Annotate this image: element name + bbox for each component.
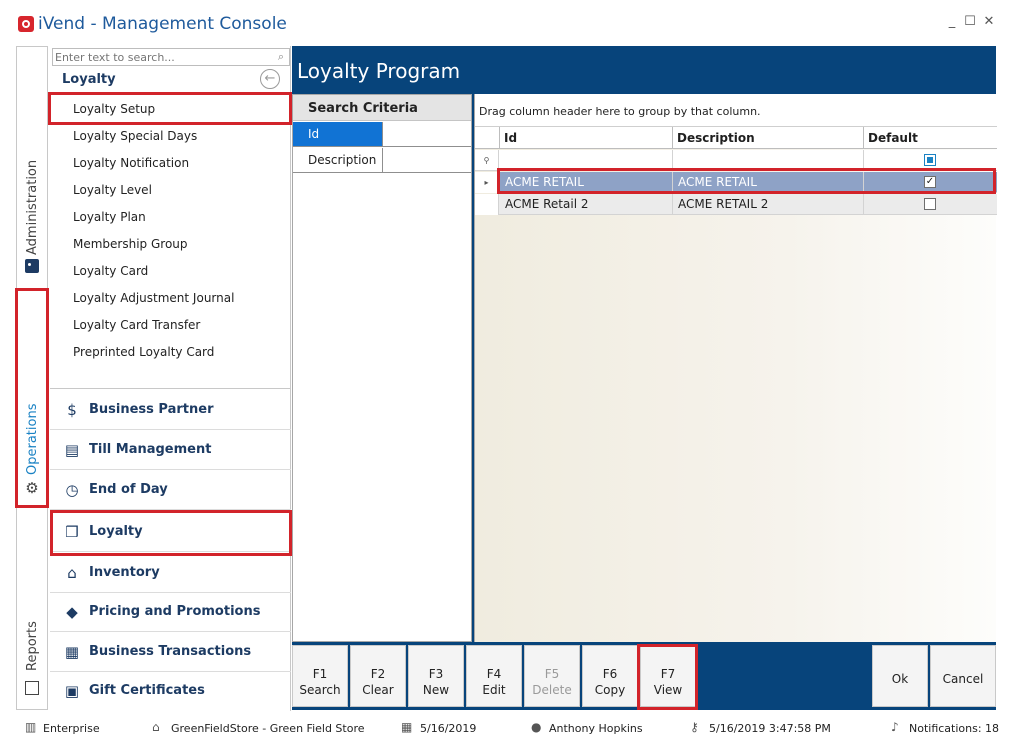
status-notifications[interactable]: Notifications: 18: [909, 722, 1000, 735]
module-pricing-and-promotions[interactable]: [50, 592, 291, 632]
nav-item-loyalty-setup[interactable]: Loyalty Setup: [73, 102, 156, 116]
criteria-label-description: Description: [293, 148, 383, 172]
criteria-row-id: [293, 122, 471, 147]
fkey-action: Copy: [594, 683, 626, 697]
tab-operations[interactable]: [17, 291, 47, 507]
default-checkbox[interactable]: ✓: [925, 176, 935, 187]
building-icon: ▥: [25, 720, 37, 734]
nav-divider: [50, 388, 291, 389]
criteria-label-id: Id: [293, 122, 383, 146]
nav-item-loyalty-special-days[interactable]: Loyalty Special Days: [73, 129, 198, 143]
module-end-of-day[interactable]: [50, 470, 291, 510]
results-grid: [474, 94, 996, 642]
back-arrow-icon[interactable]: ←: [260, 69, 280, 89]
status-login-time: 5/16/2019 3:47:58 PM: [709, 722, 831, 735]
tab-administration[interactable]: [17, 137, 47, 287]
nav-search-box: [52, 48, 290, 66]
group-by-hint: Drag column header here to group by that column.: [479, 105, 761, 118]
page-title: Loyalty Program: [297, 59, 461, 83]
maximize-icon[interactable]: ☐: [964, 14, 976, 29]
user-icon: ●: [531, 720, 542, 734]
module-loyalty[interactable]: [50, 512, 291, 552]
module-label: Gift Certificates: [89, 683, 205, 698]
fkey-action: Delete: [532, 683, 572, 697]
column-header-id[interactable]: Id: [500, 127, 673, 149]
tab-administration-label: Administration: [25, 159, 40, 255]
fkey-label: F5: [544, 667, 560, 681]
fkey-label: F4: [486, 667, 502, 681]
nav-item-membership-group[interactable]: Membership Group: [73, 237, 188, 251]
bell-icon[interactable]: ♪: [891, 720, 899, 734]
vertical-tab-bar: [16, 46, 48, 710]
title-bar: [0, 0, 1012, 46]
status-enterprise: Enterprise: [43, 722, 100, 735]
search-criteria-title: Search Criteria: [308, 101, 418, 116]
search-criteria-header: [293, 95, 471, 121]
gift-icon: ❒: [65, 523, 79, 541]
module-inventory[interactable]: [50, 553, 291, 593]
clock-icon: ◷: [65, 481, 79, 499]
filter-default-checkbox[interactable]: [924, 154, 936, 166]
module-gift-certificates[interactable]: [50, 671, 291, 711]
module-business-partner[interactable]: [50, 390, 291, 430]
price-tag-icon: ◆: [66, 603, 78, 621]
table-row[interactable]: [475, 172, 997, 193]
grid-header: [475, 127, 997, 149]
fkey-label: F2: [370, 667, 386, 681]
minimize-icon[interactable]: _: [948, 14, 956, 29]
cell-description[interactable]: ACME RETAIL: [673, 172, 864, 193]
id-card-icon: [25, 259, 39, 273]
default-checkbox[interactable]: [924, 198, 936, 210]
module-label: Loyalty: [89, 524, 143, 539]
f2-clear-button[interactable]: [350, 645, 406, 707]
gear-icon: ⚙: [25, 479, 39, 497]
tab-reports-label: Reports: [25, 621, 40, 671]
status-store: GreenFieldStore - Green Field Store: [171, 722, 365, 735]
f1-search-button[interactable]: [292, 645, 348, 707]
fkey-action: Edit: [482, 683, 506, 697]
table-row[interactable]: [475, 194, 997, 215]
gift-card-icon: ▣: [64, 682, 80, 700]
nav-search-input[interactable]: [53, 49, 271, 65]
nav-item-loyalty-card[interactable]: Loyalty Card: [73, 264, 149, 278]
f4-edit-button[interactable]: [466, 645, 522, 707]
f5-delete-button[interactable]: [524, 645, 580, 707]
cell-id[interactable]: ACME RETAIL: [500, 172, 673, 193]
module-business-transactions[interactable]: [50, 632, 291, 672]
cell-description[interactable]: ACME RETAIL 2: [673, 194, 864, 215]
fkey-action: View: [653, 683, 683, 697]
till-icon: ▤: [64, 441, 80, 459]
ok-button[interactable]: Ok: [872, 645, 928, 707]
module-label: End of Day: [89, 482, 168, 497]
nav-item-loyalty-level[interactable]: Loyalty Level: [73, 183, 152, 197]
business-partner-icon: $: [67, 401, 77, 419]
fkey-action: Search: [299, 683, 341, 697]
module-till-management[interactable]: [50, 430, 291, 470]
criteria-row-description: [293, 148, 471, 173]
grid-filter-row[interactable]: [475, 150, 997, 171]
fkey-label: F7: [660, 667, 676, 681]
function-key-toolbar: [292, 642, 996, 710]
f6-copy-button[interactable]: [582, 645, 638, 707]
column-header-description[interactable]: Description: [673, 127, 864, 149]
module-label: Till Management: [89, 442, 212, 457]
nav-item-loyalty-adjustment-journal[interactable]: Loyalty Adjustment Journal: [73, 291, 235, 305]
nav-item-loyalty-card-transfer[interactable]: Loyalty Card Transfer: [73, 318, 201, 332]
fkey-action: New: [422, 683, 450, 697]
status-bar: [0, 712, 1012, 756]
row-focus-indicator-icon: ▸: [475, 172, 499, 193]
cell-id[interactable]: ACME Retail 2: [500, 194, 673, 215]
search-icon[interactable]: ⌕: [277, 50, 285, 63]
status-date: 5/16/2019: [420, 722, 477, 735]
row-indicator-header: [475, 127, 500, 149]
tab-operations-label: Operations: [25, 403, 40, 475]
close-icon[interactable]: ✕: [983, 14, 995, 29]
search-criteria-panel: [292, 94, 472, 642]
module-label: Inventory: [89, 565, 160, 580]
criteria-description-input[interactable]: [384, 149, 470, 171]
filter-cell-description[interactable]: [673, 150, 864, 171]
fkey-label: F3: [428, 667, 444, 681]
module-label: Business Partner: [89, 402, 214, 417]
navigation-panel: [50, 46, 291, 711]
column-header-default[interactable]: Default: [868, 131, 918, 145]
calendar-icon: ▦: [401, 720, 413, 734]
fkey-action: Clear: [362, 683, 394, 697]
tab-reports[interactable]: [17, 607, 47, 711]
warehouse-icon: ⌂: [67, 564, 77, 582]
nav-item-loyalty-notification[interactable]: Loyalty Notification: [73, 156, 190, 170]
module-label: Business Transactions: [89, 644, 252, 659]
filter-cell-id[interactable]: [500, 150, 673, 171]
nav-item-loyalty-plan[interactable]: Loyalty Plan: [73, 210, 146, 224]
f3-new-button[interactable]: [408, 645, 464, 707]
app-title: iVend - Management Console: [38, 14, 287, 34]
status-user: Anthony Hopkins: [549, 722, 643, 735]
filter-pin-icon: ⚲: [475, 150, 499, 171]
report-icon: [25, 681, 39, 695]
module-label: Pricing and Promotions: [89, 604, 261, 619]
main-header: [292, 46, 996, 94]
fkey-label: F6: [602, 667, 618, 681]
nav-item-preprinted-loyalty-card[interactable]: Preprinted Loyalty Card: [73, 345, 215, 359]
fkey-label: F1: [312, 667, 328, 681]
row-indicator: [475, 194, 499, 215]
nav-section-header: Loyalty: [62, 72, 116, 87]
cancel-button[interactable]: Cancel: [930, 645, 996, 707]
group-by-panel[interactable]: [475, 94, 997, 127]
f7-view-button[interactable]: [640, 645, 696, 707]
key-icon: ⚷: [690, 720, 699, 734]
register-icon: ▦: [64, 643, 80, 661]
criteria-id-input[interactable]: [384, 123, 470, 145]
ivend-logo-icon: [18, 16, 34, 32]
store-icon: ⌂: [152, 720, 160, 734]
